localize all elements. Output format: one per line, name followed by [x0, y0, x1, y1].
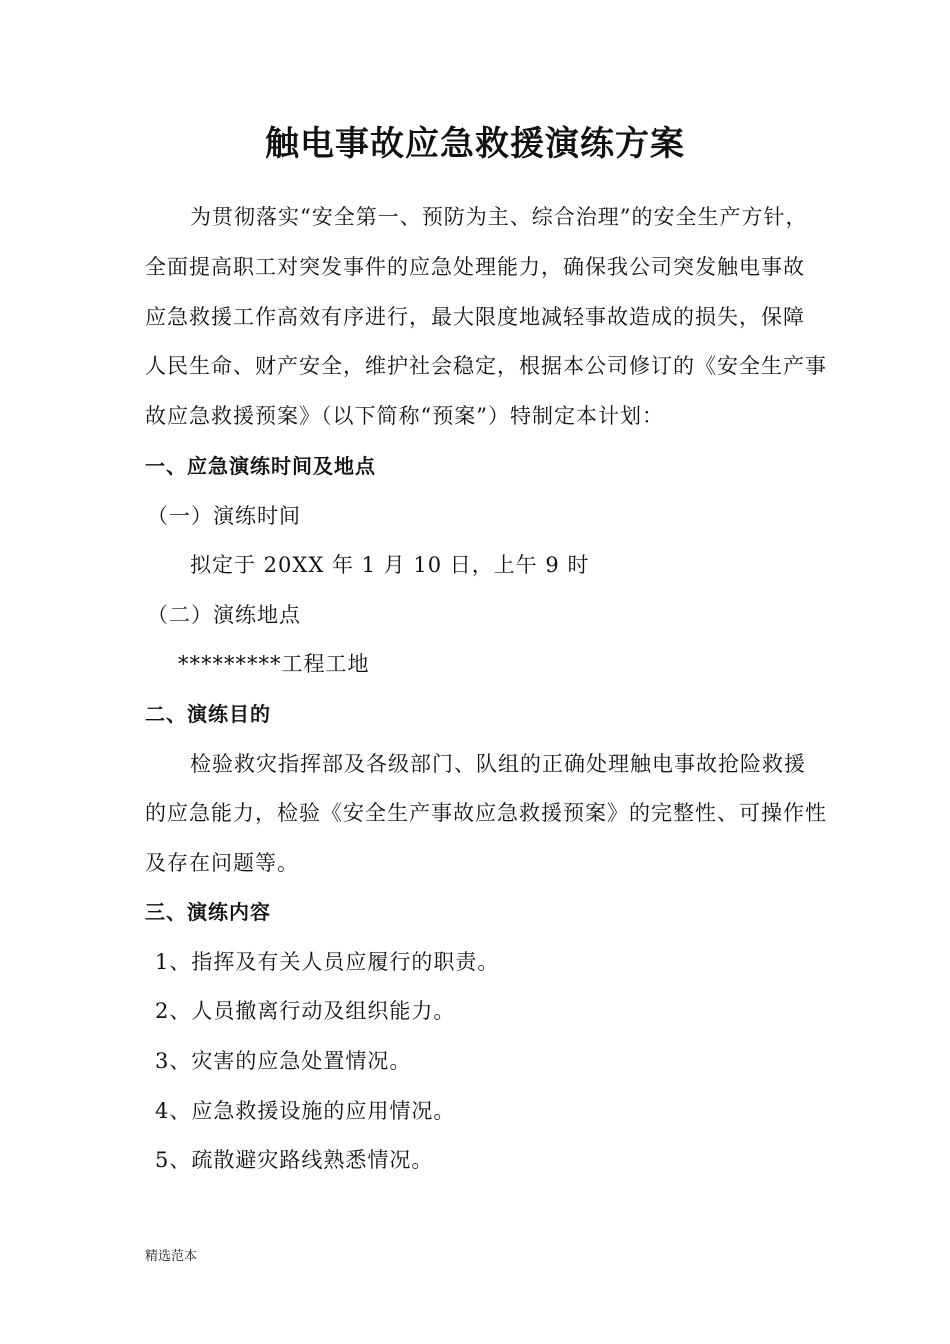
section-1-sub-1-text: 拟定于 20XX 年 1 月 10 日，上午 9 时 [190, 553, 590, 577]
section-1-sub-1-heading: （一）演练时间 [147, 504, 301, 528]
list-item: 5、疏散避灾路线熟悉情况。 [155, 1148, 434, 1172]
section-2-line-2: 的应急能力，检验《安全生产事故应急救援预案》的完整性、可操作性 [145, 801, 827, 825]
section-1-sub-2-heading: （二）演练地点 [147, 603, 301, 627]
list-item: 2、人员撤离行动及组织能力。 [155, 999, 456, 1023]
section-1-heading: 一、应急演练时间及地点 [145, 454, 376, 478]
section-1-sub-2-text: *********工程工地 [178, 652, 370, 676]
section-2-line-1: 检验救灾指挥部及各级部门、队组的正确处理触电事故抢险救援 [190, 752, 806, 776]
list-item: 3、灾害的应急处置情况。 [155, 1049, 412, 1073]
list-item: 4、应急救援设施的应用情况。 [155, 1099, 456, 1123]
footer-label: 精选范本 [145, 1249, 198, 1264]
section-2-heading: 二、演练目的 [145, 702, 271, 726]
intro-line-4: 人民生命、财产安全，维护社会稳定，根据本公司修订的《安全生产事 [145, 354, 827, 378]
section-2-line-3: 及存在问题等。 [145, 851, 299, 875]
intro-line-3: 应急救援工作高效有序进行，最大限度地减轻事故造成的损失，保障 [145, 305, 805, 329]
intro-line-5: 故应急救援预案》（以下简称“预案”）特制定本计划： [145, 404, 664, 428]
document-title: 触电事故应急救援演练方案 [265, 124, 685, 164]
list-item: 1、指挥及有关人员应履行的职责。 [155, 950, 500, 974]
intro-line-1: 为贯彻落实“安全第一、预防为主、综合治理”的安全生产方针， [190, 205, 808, 229]
section-3-heading: 三、演练内容 [145, 900, 271, 924]
intro-line-2: 全面提高职工对突发事件的应急处理能力，确保我公司突发触电事故 [145, 255, 805, 279]
